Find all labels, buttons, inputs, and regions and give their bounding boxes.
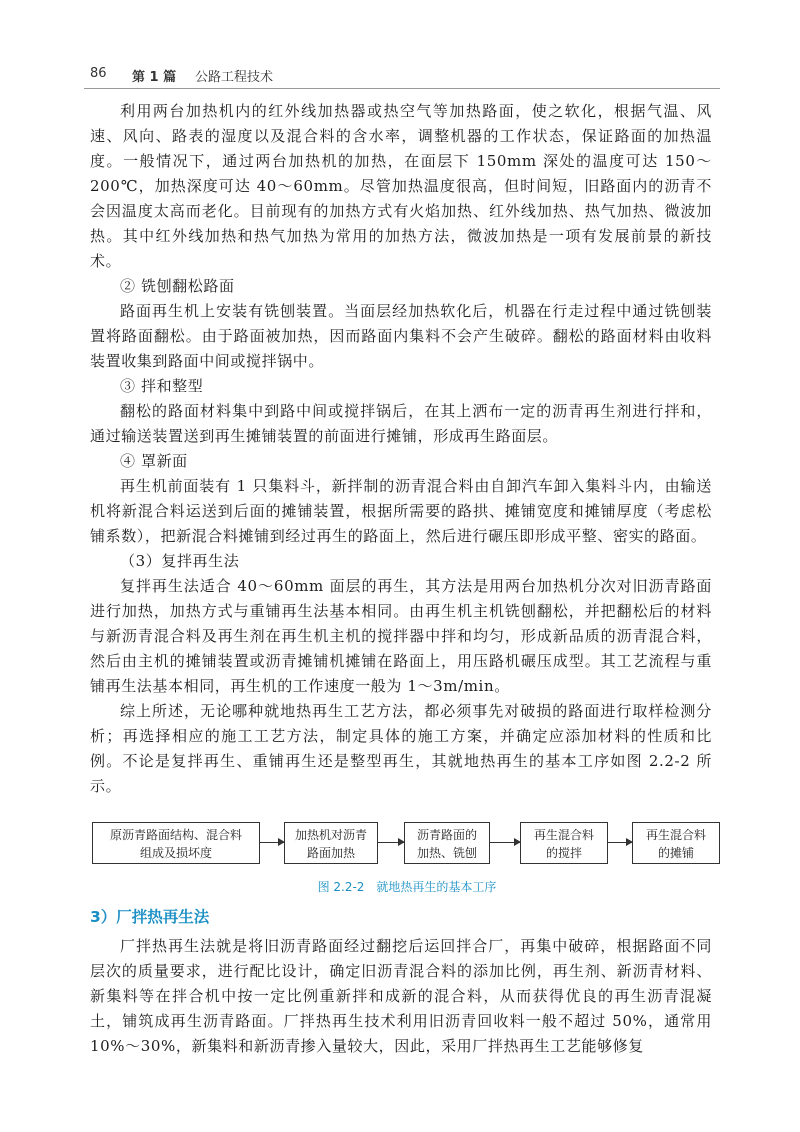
- subheading-mixing: ③ 拌和整型: [120, 377, 204, 395]
- flow-arrow-2: [378, 842, 404, 843]
- section-text: [90, 934, 712, 1059]
- flow-step-1: [92, 822, 260, 864]
- paragraph-mixing: 翻松的路面材料集中到路中间或搅拌锅后，在其上洒布一定的沥青再生剂进行拌和，通过输送装置送到再生摊铺装置的前面进行摊铺，形成再生路面层。: [90, 402, 712, 445]
- paragraph-heating: 利用两台加热机内的红外线加热器或热空气等加热路面，使之软化，根据气温、风速、风向、路表的湿度以及混合料的含水率，调整机器的工作状态，保证路面的加热温度。一般情况下，通过两台加热机的加热，在面层下 150mm 深处的温度可达 150～200℃，加热深度可达 40～60mm。尽管加热温度很高，但时间短，旧路面内的沥青不会因温度太高而老化。目前现有的加热方式有火焰加热、红外线加热、热气加热、微波加热。其中红外线加热和热气加热为常用的加热方法，微波加热是一项有发展前景的新技术。: [90, 102, 712, 270]
- page-number: 86: [90, 66, 107, 81]
- flow-arrow-3: [490, 842, 520, 843]
- flow-step-3-line2: 加热、铣刨: [416, 846, 477, 860]
- flow-step-2-line2: 路面加热: [306, 846, 355, 860]
- chapter-title: 公路工程技术: [195, 70, 274, 85]
- flow-arrow-1: [260, 842, 284, 843]
- flow-step-2: [284, 822, 378, 864]
- paragraph-plant-mix: 厂拌热再生法就是将旧沥青路面经过翻挖后运回拌合厂，再集中破碎，根据路面不同层次的质量要求，进行配比设计，确定旧沥青混合料的添加比例，再生剂、新沥青材料、新集料等在拌合机中按一定比例重新拌和成新的混合料，从而获得优良的再生沥青混凝土，铺筑成再生沥青路面。厂拌热再生技术利用旧沥青回收料一般不超过 50%，通常用 10%～30%，新集料和新沥青掺入量较大，因此，采用厂拌热再生工艺能够修复: [90, 937, 712, 1055]
- chapter-label: 第 1 篇: [132, 70, 177, 85]
- flow-step-3: [404, 822, 490, 864]
- flow-step-5: [632, 822, 720, 864]
- subheading-milling: ② 铣刨翻松路面: [120, 277, 235, 295]
- process-flowchart: [92, 822, 722, 866]
- flow-step-4: [520, 822, 608, 864]
- flow-step-5-line2: 的摊铺: [657, 846, 694, 860]
- section-title: 3）厂拌热再生法: [90, 908, 210, 926]
- paragraph-overlay: 再生机前面装有 1 只集料斗，新拌制的沥青混合料由自卸汽车卸入集料斗内，由输送机将新混合料运送到后面的摊铺装置，根据所需要的路拱、摊铺宽度和摊铺厚度（考虑松铺系数），把新混合料摊铺到经过再生的路面上，然后进行碾压即形成平整、密实的路面。: [90, 477, 712, 545]
- flow-step-4-line2: 的搅拌: [545, 846, 582, 860]
- flow-step-3-line1: 沥青路面的: [416, 828, 477, 842]
- flow-step-5-line1: 再生混合料: [645, 828, 706, 842]
- flow-arrow-4: [608, 842, 632, 843]
- paragraph-milling: 路面再生机上安装有铣刨装置。当面层经加热软化后，机器在行走过程中通过铣刨装置将路面翻松。由于路面被加热，因而路面内集料不会产生破碎。翻松的路面材料由收料装置收集到路面中间或搅拌锅中。: [90, 302, 712, 370]
- paragraph-remix: 复拌再生法适合 40～60mm 面层的再生，其方法是用两台加热机分次对旧沥青路面进行加热，加热方式与重铺再生法基本相同。由再生机主机铣刨翻松，并把翻松后的材料与新沥青混合料及再生剂在再生机主机的搅拌器中拌和均匀，形成新品质的沥青混合料，然后由主机的摊铺装置或沥青摊铺机摊铺在路面上，用压路机碾压成型。其工艺流程与重铺再生法基本相同，再生机的工作速度一般为 1～3m/min。: [90, 577, 712, 695]
- flow-step-1-line1: 原沥青路面结构、混合料: [109, 828, 242, 842]
- page-header: [90, 64, 710, 86]
- subheading-remix: （3）复拌再生法: [120, 552, 240, 570]
- header-divider: [84, 88, 720, 89]
- main-text: [90, 99, 712, 799]
- figure-caption: 图 2.2-2 就地热再生的基本工序: [317, 880, 497, 894]
- paragraph-summary: 综上所述，无论哪种就地热再生工艺方法，都必须事先对破损的路面进行取样检测分析；再选择相应的施工工艺方法，制定具体的施工方案，并确定应添加材料的性质和比例。不论是复拌再生、重铺再生还是整型再生，其就地热再生的基本工序如图 2.2-2 所示。: [90, 702, 712, 795]
- flow-step-2-line1: 加热机对沥青: [294, 828, 367, 842]
- flow-step-4-line1: 再生混合料: [533, 828, 594, 842]
- subheading-overlay: ④ 罩新面: [120, 452, 188, 470]
- flow-step-1-line2: 组成及损坏度: [139, 846, 212, 860]
